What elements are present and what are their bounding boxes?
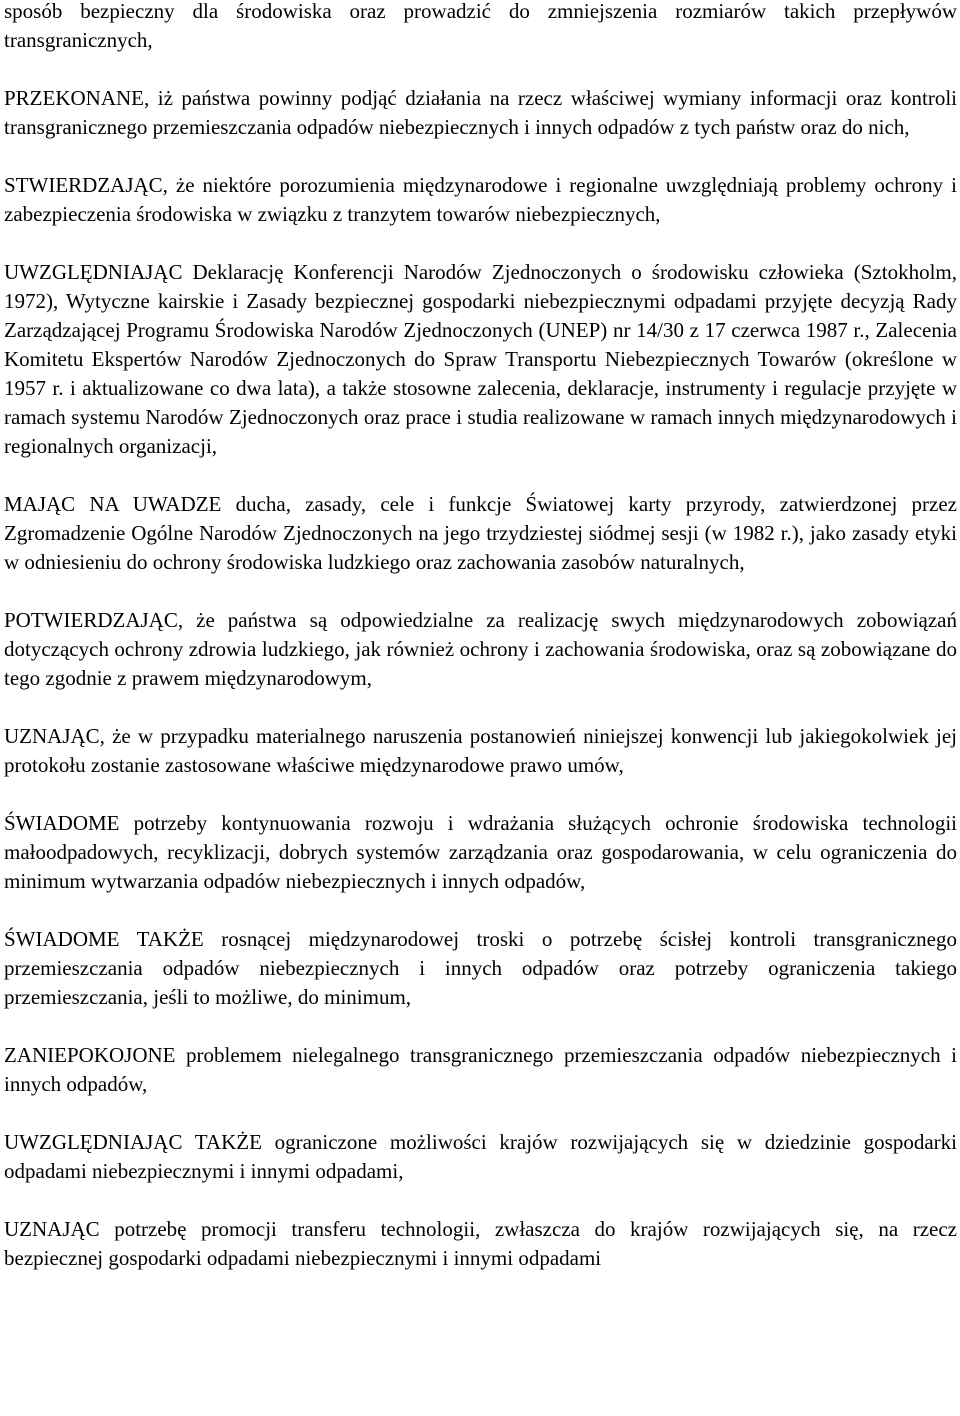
paragraph-uwzgledniajac: UWZGLĘDNIAJĄC Deklarację Konferencji Narodów Zjednoczonych o środowisku człowieka (Sztokholm, 1972), Wytyczne kairskie i Zasady bezpiecznej gospodarki niebezpiecznymi odpadami przyjęte decyzją Rady Zarządzającej Programu Środowiska Narodów Zjednoczonych (UNEP) nr 14/30 z 17 czerwca 1987 r., Zalecenia Komitetu Ekspertów Narodów Zjednoczonych do Spraw Transportu Niebezpiecznych Towarów (określone w 1957 r. i aktualizowane co dwa lata), a także stosowne zalecenia, deklaracje, instrumenty i regulacje przyjęte w ramach systemu Narodów Zjednoczonych oraz prace i studia realizowane w ramach innych międzynarodowych i regionalnych organizacji, — [4, 260, 957, 458]
paragraph-zaniepokojone: ZANIEPOKOJONE problemem nielegalnego transgranicznego przemieszczania odpadów niebezpiecznych i innych odpadów, — [4, 1043, 957, 1096]
paragraph-stwierdzajac: STWIERDZAJĄC, że niektóre porozumienia międzynarodowe i regionalne uwzględniają problemy ochrony i zabezpieczenia środowiska w związku z tranzytem towarów niebezpiecznych, — [4, 173, 957, 226]
paragraph-majac-na-uwadze: MAJĄC NA UWADZE ducha, zasady, cele i funkcje Światowej karty przyrody, zatwierdzonej przez Zgromadzenie Ogólne Narodów Zjednoczonych na jego trzydziestej siódmej sesji (w 1982 r.), jako zasady etyki w odniesieniu do ochrony środowiska ludzkiego oraz zachowania zasobów naturalnych, — [4, 492, 957, 574]
paragraph-uznajac-potrzebe: UZNAJĄC potrzebę promocji transferu technologii, zwłaszcza do krajów rozwijających się, na rzecz bezpiecznej gospodarki odpadami niebezpiecznymi i innymi odpadami — [4, 1217, 957, 1270]
paragraph-swiadome-takze: ŚWIADOME TAKŻE rosnącej międzynarodowej troski o potrzebę ścisłej kontroli transgranicznego przemieszczania odpadów niebezpiecznych i innych odpadów oraz potrzeby ograniczenia takiego przemieszczania, jeśli to możliwe, do minimum, — [4, 927, 957, 1009]
paragraph-uznajac: UZNAJĄC, że w przypadku materialnego naruszenia postanowień niniejszej konwencji lub jakiegokolwiek jej protokołu zostanie zastosowane właściwe międzynarodowe prawo umów, — [4, 724, 957, 777]
paragraph-potwierdzajac: POTWIERDZAJĄC, że państwa są odpowiedzialne za realizację swych międzynarodowych zobowiązań dotyczących ochrony zdrowia ludzkiego, jak również ochrony i zachowania środowiska, oraz są zobowiązane do tego zgodnie z prawem międzynarodowym, — [4, 608, 957, 690]
document-page — [4, 0, 957, 1302]
paragraph-uwzgledniajac-takze: UWZGLĘDNIAJĄC TAKŻE ograniczone możliwości krajów rozwijających się w dziedzinie gospodarki odpadami niebezpiecznymi i innymi odpadami, — [4, 1130, 957, 1183]
paragraph-continuation: sposób bezpieczny dla środowiska oraz prowadzić do zmniejszenia rozmiarów takich przepływów transgranicznych, — [4, 0, 957, 52]
paragraph-przekonane: PRZEKONANE, iż państwa powinny podjąć działania na rzecz właściwej wymiany informacji oraz kontroli transgranicznego przemieszczania odpadów niebezpiecznych i innych odpadów z tych państw oraz do nich, — [4, 86, 957, 139]
paragraph-swiadome: ŚWIADOME potrzeby kontynuowania rozwoju i wdrażania służących ochronie środowiska technologii małoodpadowych, recyklizacji, dobrych systemów zarządzania oraz gospodarowania, w celu ograniczenia do minimum wytwarzania odpadów niebezpiecznych i innych odpadów, — [4, 811, 957, 893]
